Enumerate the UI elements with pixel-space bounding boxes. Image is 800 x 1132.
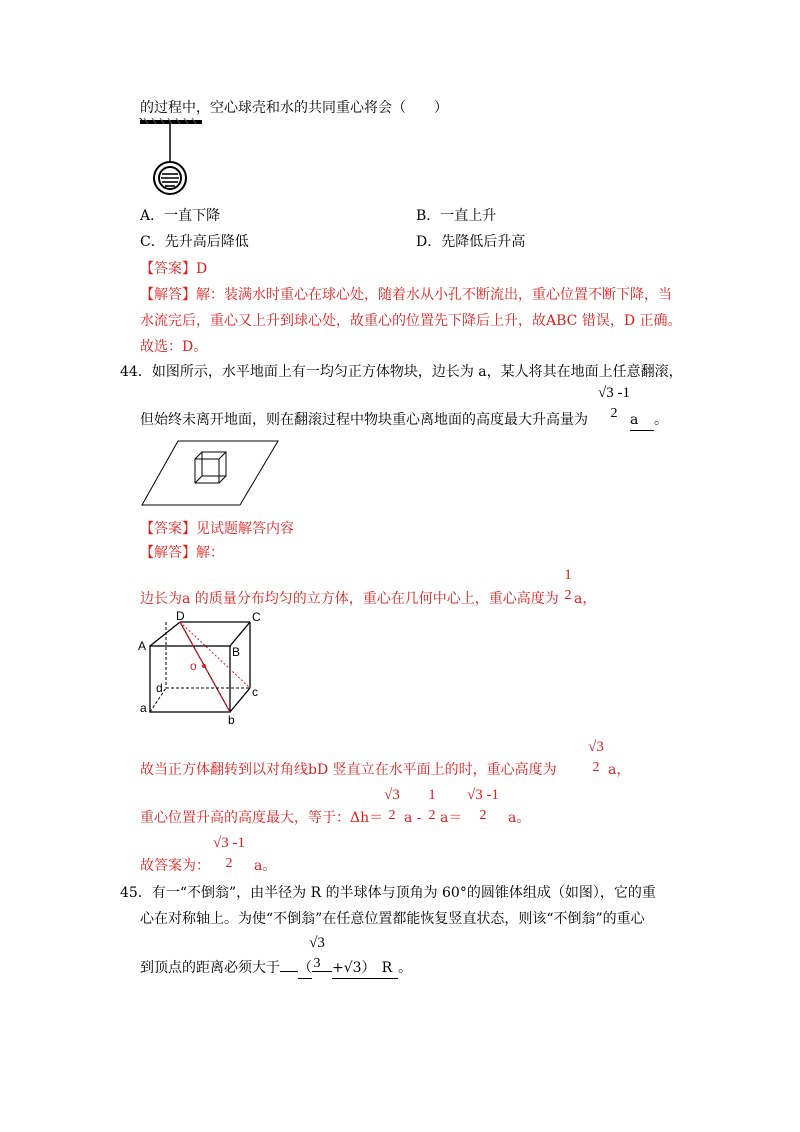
hanging-sphere-figure — [138, 118, 208, 198]
option-c: C．先升高后降低 — [140, 234, 249, 250]
label-D: D — [176, 609, 185, 623]
label-B: B — [232, 645, 241, 659]
q45-line1: 45．有一“不倒翁”，由半径为 R 的半球体与顶角为 60°的圆锥体组成（如图），它的重 — [120, 885, 656, 901]
q44-stem-fraction: √3 -1 2 — [598, 385, 630, 421]
cube-on-plane-figure — [140, 438, 280, 508]
q45-line2: 心在对称轴上。为使“不倒翁”在任意位置都能恢复竖直状态，则该“不倒翁”的重心 — [140, 911, 645, 927]
q44-expl4-frac: √3 -1 2 — [213, 835, 245, 871]
q44-answer: 【答案】见试题解答内容 — [140, 521, 294, 537]
q44-expl-line1-tail: a， — [574, 591, 597, 607]
q44-expl3-frac3: √3 -1 2 — [467, 787, 499, 823]
label-d: d — [156, 681, 163, 695]
option-d: D．先降低后升高 — [416, 234, 526, 250]
q44-stem-line1: 44．如图所示，水平地面上有一均匀正方体物块，边长为 a，某人将其在地面上任意翻滚， — [120, 364, 683, 380]
option-b: B．一直上升 — [416, 208, 497, 224]
label-O: o — [190, 659, 197, 673]
q45-line3: 到顶点的距离必须大于 — [140, 960, 280, 976]
q43-analysis-line3: 故选：D。 — [140, 339, 208, 355]
q44-expl-line2: 故当正方体翻转到以对角线bD 竖直立在水平面上的时，重心高度为 — [140, 762, 557, 778]
label-C: C — [252, 610, 261, 624]
q43-analysis-line2: 水流完后，重心又上升到球心处，故重心的位置先下降后上升，故ABC 错误，D 正确。 — [140, 313, 682, 329]
q44-expl3-tail: a。 — [508, 810, 531, 826]
label-a: a — [140, 701, 147, 715]
q44-expl-frac1: 1 2 — [564, 567, 572, 603]
q45-fraction: √3 3 — [309, 935, 325, 971]
q44-expl-line3: 重心位置升高的高度最大，等于：Δh＝ — [140, 810, 384, 826]
option-a: A．一直下降 — [140, 208, 221, 224]
label-b: b — [228, 713, 235, 726]
q44-analysis: 【解答】解： — [140, 545, 224, 561]
q44-stem-blank: a 。 — [630, 410, 668, 431]
q45-blank: （ +√3） R 。 — [280, 958, 412, 979]
q44-expl3-frac2: 1 2 — [428, 787, 436, 823]
q44-stem-line2: 但始终未离开地面，则在翻滚过程中物块重心离地面的高度最大升高量为 — [140, 412, 588, 428]
label-c: c — [252, 685, 258, 699]
q44-expl-line4: 故答案为： — [140, 858, 210, 874]
q43-analysis-line1: 【解答】解：装满水时重心在球心处，随着水从小孔不断流出，重心位置不断下降，当 — [140, 287, 672, 303]
q44-expl-line2-tail: a， — [608, 762, 631, 778]
cube-diagram — [136, 608, 266, 726]
q44-expl3-mid1: a - — [404, 810, 422, 826]
q44-expl4-tail: a。 — [254, 858, 277, 874]
q44-expl3-mid2: a＝ — [440, 810, 463, 826]
q43-answer: 【答案】D — [140, 261, 208, 277]
q43-stem-tail: 的过程中，空心球壳和水的共同重心将会（ ） — [140, 100, 448, 116]
q44-expl3-frac1: √3 2 — [384, 787, 400, 823]
q44-expl-frac2: √3 2 — [588, 739, 604, 775]
q44-expl-line1: 边长为a 的质量分布均匀的立方体，重心在几何中心上，重心高度为 — [140, 591, 559, 607]
label-A: A — [138, 639, 147, 653]
